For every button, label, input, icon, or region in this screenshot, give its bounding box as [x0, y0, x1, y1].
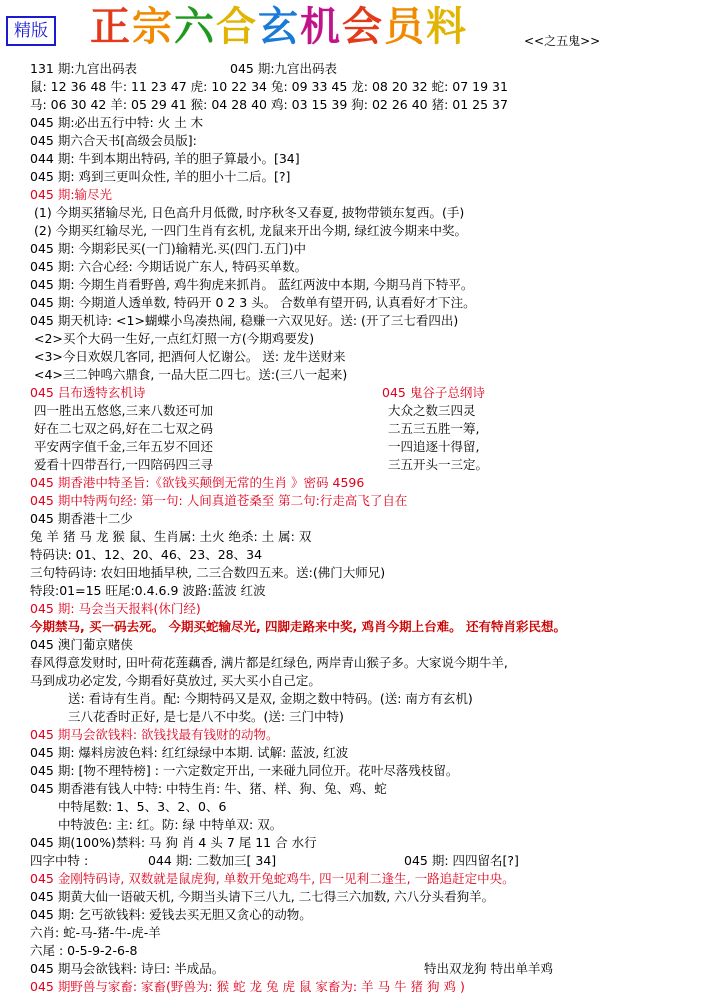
text-line: 中特尾数: 1、5、3、2、0、6 — [58, 799, 227, 814]
text-line: 045 期: 今期彩民买(一门)输精光.买(四门.五门)中 — [30, 241, 306, 256]
text-line: <2>买个大码一生好,一点红灯照一方(今期鸡要发) — [34, 331, 315, 346]
page-title — [90, 4, 468, 50]
text-line: 045 期: 马会当天报料(休门经) — [30, 601, 201, 616]
text-line: 045 期: 四四留名[?] — [404, 853, 519, 868]
text-line: 045 期香港有钱人中特: 中特生肖: 牛、猪、样、狗、兔、鸡、蛇 — [30, 781, 387, 796]
text-line: 045 期: 乞丐欲钱料: 爱钱去买无胆又贪心的动物。 — [30, 907, 312, 922]
text-line: 一四追逐十得留, — [388, 439, 480, 454]
title-char: 料 — [426, 3, 468, 50]
text-line: 送: 看诗有生肖。配: 今期特码又是双, 金期之数中特码。(送: 南方有玄机) — [68, 691, 473, 706]
text-line: 三句特码诗: 农妇田地插早秧, 二三合数四五来。送:(佛门大师兄) — [30, 565, 386, 580]
title-char: 会 — [342, 3, 384, 50]
text-line: 三八花香时正好, 是七是八不中奖。(送: 三门中特) — [68, 709, 344, 724]
text-line: 今期禁马, 买一码去死。 今期买蛇输尽光, 四脚走路来中奖, 鸡肖今期上台难。 还有特肖彩民想。 — [30, 619, 567, 634]
edition-badge: 精版 — [6, 16, 56, 46]
text-line: 二五三五胜一筹, — [388, 421, 480, 436]
text-line: 四一胜出五悠悠,三来八数还可加 — [34, 403, 213, 418]
text-line: 045 澳门葡京赌侠 — [30, 637, 133, 652]
text-line: 045 期: 今期生肖看野兽, 鸡牛狗虎来抓肖。 蓝红两波中本期, 今期马肖下特平。 — [30, 277, 474, 292]
title-char: 合 — [216, 3, 258, 50]
text-line: 三五开头一三定。 — [388, 457, 489, 472]
text-line: 045 鬼谷子总纲诗 — [382, 385, 485, 400]
text-line: 马: 06 30 42 羊: 05 29 41 猴: 04 28 40 鸡: 03 15 39 狗: 02 26 40 猪: 01 25 37 — [30, 97, 508, 112]
text-line: 045 期马会欲钱料: 诗曰: 半成品。 — [30, 961, 225, 976]
text-line: 特码诀: 01、12、20、46、23、28、34 — [30, 547, 263, 562]
text-line: 045 期:必出五行中特: 火 土 木 — [30, 115, 204, 130]
subtitle: <<之五鬼>> — [524, 34, 601, 48]
text-line: 045 期(100%)禁料: 马 狗 肖 4 头 7 尾 11 合 水行 — [30, 835, 317, 850]
text-line: 春风得意发财时, 田叶荷花莲藕香, 满片都是红绿色, 两岸青山猴子多。大家说今期牛羊, — [30, 655, 508, 670]
text-line: 045 期:九宫出码表 — [230, 61, 338, 76]
text-line: 兔 羊 猪 马 龙 猴 鼠、生肖属: 土火 绝杀: 土 属: 双 — [30, 529, 312, 544]
text-line: 六尾 : 0-5-9-2-6-8 — [30, 943, 138, 958]
text-line: 爱看十四带吾行,一四陪码四三寻 — [34, 457, 213, 472]
text-line: 045 期: 鸡到三更叫众性, 羊的胆小十二后。[?] — [30, 169, 291, 184]
text-line: 好在二七双之码,好在二七双之码 — [34, 421, 213, 436]
text-line: <3>今日欢娱几客同, 把酒何人忆谢公。 送: 龙牛送财来 — [34, 349, 346, 364]
text-line: <4>三二钟鸣六鼎食, 一品大臣二四七。送:(三八一起来) — [34, 367, 348, 382]
text-line: 045 期:输尽光 — [30, 187, 113, 202]
text-line: 马到成功必定发, 今期看好莫放过, 买大买小自己定。 — [30, 673, 321, 688]
text-line: 鼠: 12 36 48 牛: 11 23 47 虎: 10 22 34 兔: 09 33 45 龙: 08 20 32 蛇: 07 19 31 — [30, 79, 508, 94]
text-line: 045 期天机诗: <1>蝴蝶小鸟凑热闹, 稳赚一六双见好。送: (开了三七看四出) — [30, 313, 459, 328]
text-line: 044 期: 牛到本期出特码, 羊的胆子算最小。[34] — [30, 151, 300, 166]
text-line: 六肖: 蛇-马-猪-牛-虎-羊 — [30, 925, 161, 940]
text-line: 特段:01=15 旺尾:0.4.6.9 波路:蓝波 红波 — [30, 583, 266, 598]
text-line: (1) 今期买猪输尽光, 日色高升月低微, 时序秋冬又春夏, 披物带锁东复西。(手) — [34, 205, 465, 220]
title-char: 六 — [174, 3, 216, 50]
text-line: 131 期:九宫出码表 — [30, 61, 138, 76]
text-line: 045 期: 六合心经: 今期话说广东人, 特码买单数。 — [30, 259, 308, 274]
text-line: 045 吕布透特玄机诗 — [30, 385, 146, 400]
text-line: 044 期: 二数加三[ 34] — [148, 853, 277, 868]
text-line: 045 期: 爆料房波色料: 红红绿绿中本期. 试解: 蓝波, 红波 — [30, 745, 349, 760]
text-line: 045 期野兽与家畜: 家畜(野兽为: 猴 蛇 龙 兔 虎 鼠 家畜为: 羊 马 牛 猪 狗 鸡 ) — [30, 979, 465, 994]
title-char: 玄 — [258, 3, 300, 50]
text-line: 045 期香港中特圣旨:《欲钱买颠倒无常的生肖 》密码 4596 — [30, 475, 365, 490]
text-line: 大众之数三四灵 — [388, 403, 476, 418]
text-line: 四字中特 : — [30, 853, 89, 868]
text-line: 045 期: [物不理特榜] : 一六定数定开出, 一来碰九同位开。花叶尽落残枝留。 — [30, 763, 459, 778]
text-line: 平安两字值千金,三年五岁不回还 — [34, 439, 213, 454]
text-line: 特出双龙狗 特出单羊鸡 — [424, 961, 553, 976]
text-line: 中特波色: 主: 红。防: 绿 中特单双: 双。 — [58, 817, 283, 832]
title-char: 正 — [90, 3, 132, 50]
text-line: (2) 今期买红输尽光, 一四门生肖有玄机, 龙鼠来开出今期, 绿红波今期来中奖。 — [34, 223, 468, 238]
text-line: 045 期香港十二少 — [30, 511, 133, 526]
title-char: 员 — [384, 3, 426, 50]
text-line: 045 期六合天书[高级会员版]: — [30, 133, 197, 148]
text-line: 045 期中特两句经: 第一句: 人间真道苍桑至 第二句:行走高飞了自在 — [30, 493, 408, 508]
text-line: 045 期马会欲钱料: 欲钱找最有钱财的动物。 — [30, 727, 279, 742]
text-line: 045 金刚特码诗, 双数就是鼠虎狗, 单数开兔蛇鸡牛, 四一见利二逢生, 一路追赶定中央。 — [30, 871, 515, 886]
text-line: 045 期: 今期道人透单数, 特码开 0 2 3 头。 合数单有望开码, 认真看好才下注。 — [30, 295, 476, 310]
title-char: 机 — [300, 3, 342, 50]
title-char: 宗 — [132, 3, 174, 50]
text-line: 045 期黄大仙一语破天机, 今期当头请下三八九, 二七得三六加数, 六八分头看狗羊。 — [30, 889, 495, 904]
